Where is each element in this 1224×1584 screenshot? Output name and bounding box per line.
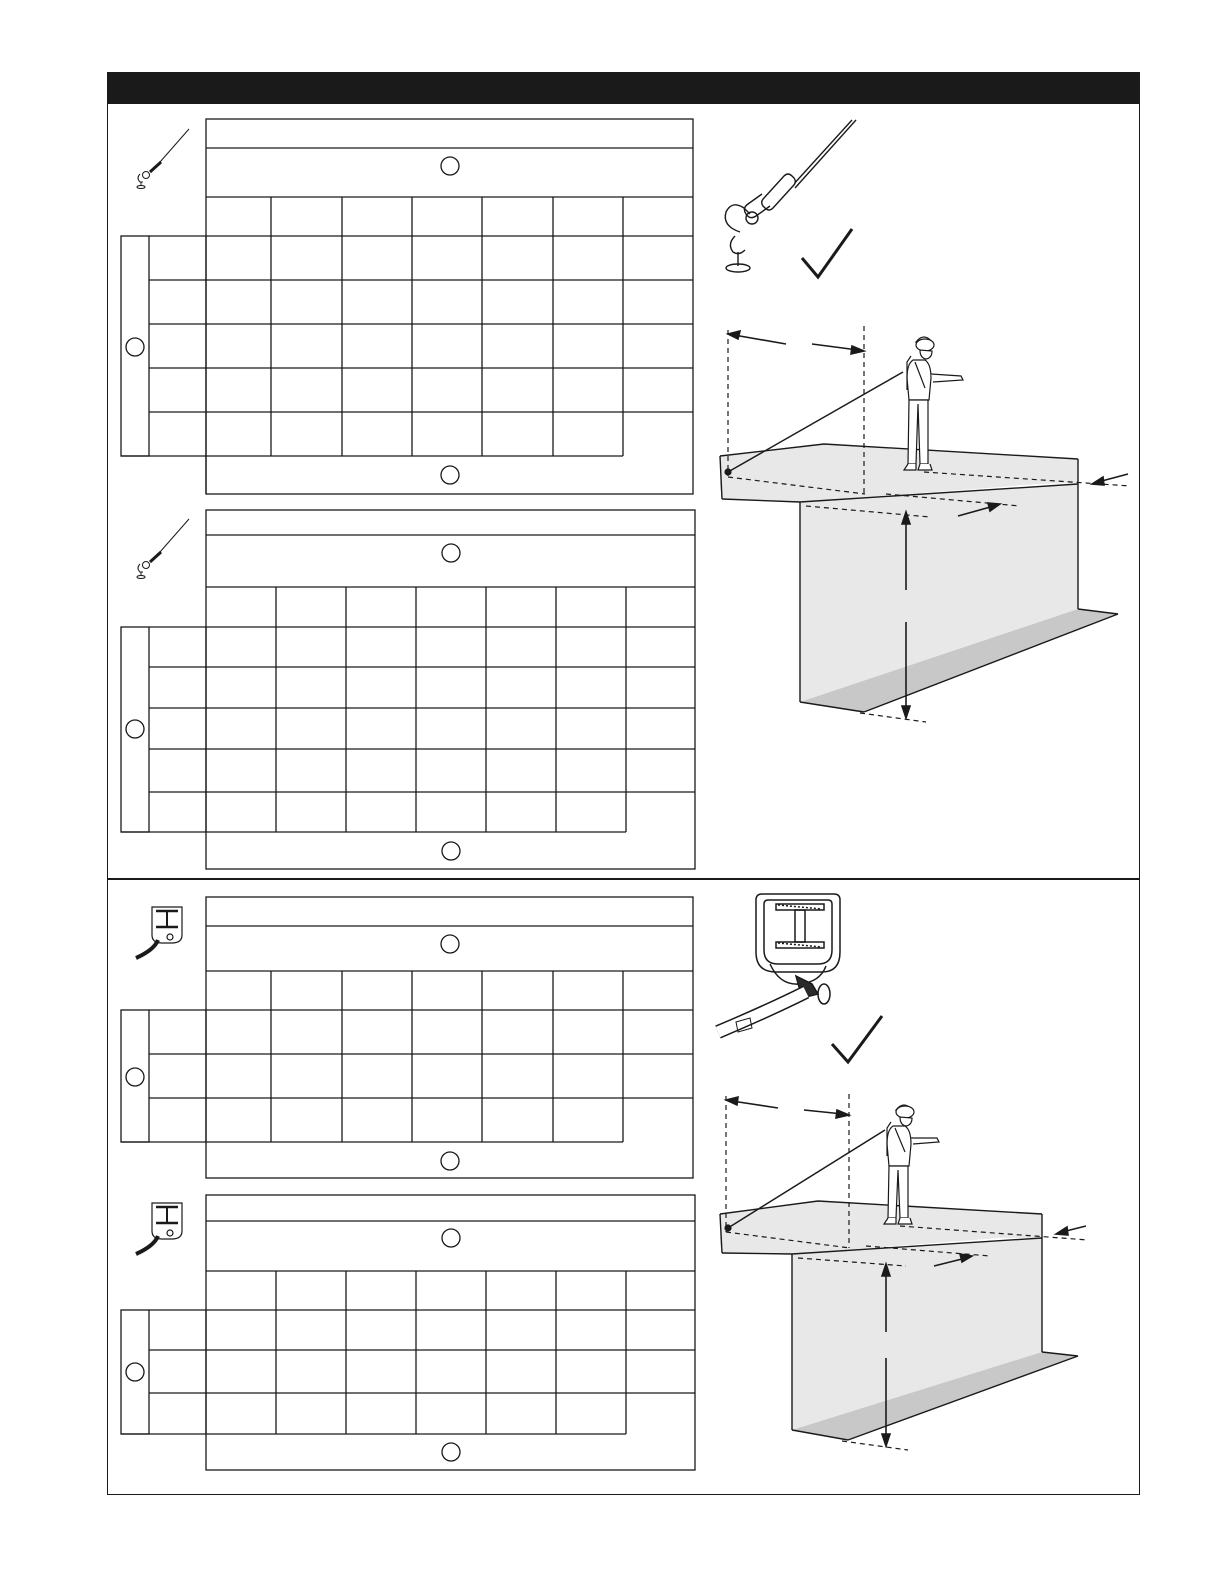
header-bar [107,72,1140,104]
section-divider [107,878,1140,880]
page-frame [107,72,1140,1495]
